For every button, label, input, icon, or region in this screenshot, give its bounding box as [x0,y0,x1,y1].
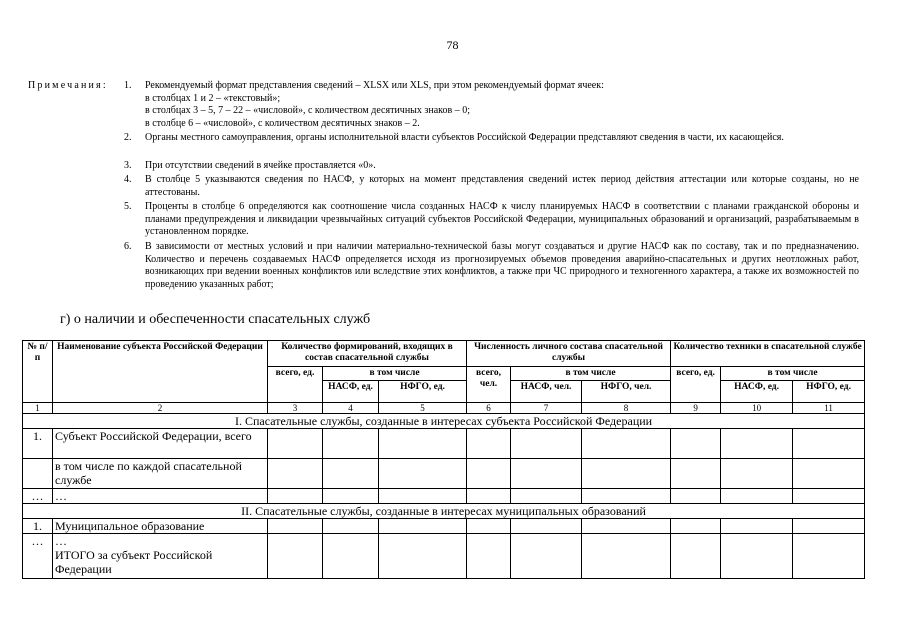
header-name: Наименование субъекта Российской Федерации [53,341,268,403]
column-number: 5 [379,403,467,414]
header-including: в том числе [721,367,865,381]
rescue-services-table [22,340,865,579]
note-item [124,80,859,130]
row-name-total: ИТОГО за субъект Российской Федерации [55,548,213,576]
table-row [23,534,865,579]
header-formations-group: Количество формирований, входящих в состав спасательной службы [268,341,467,367]
note-text: Органы местного самоуправления, органы исполнительной власти субъектов Российской Федерации представляют сведения в части, их касающейся. [145,132,784,143]
header-including: в том числе [511,367,671,381]
note-number: 3. [124,160,132,171]
note-line: Рекомендуемый формат представления сведений – XLSX или XLS, при этом рекомендуемый формат ячеек: [145,80,604,91]
note-line: в столбцах 3 – 5, 7 – 22 – «числовой», с количеством десятичных знаков – 0; [145,105,470,116]
header-nasf-equipment: НАСФ, ед. [721,381,793,403]
note-number: 1. [124,80,132,91]
column-number: 7 [511,403,582,414]
page-number: 78 [446,38,459,52]
header-total-persons: всего, чел. [467,367,511,403]
header-total-units: всего, ед. [268,367,323,403]
row-name-ellipsis: … [55,534,67,548]
row-number: 1. [23,519,53,534]
note-text: Проценты в столбце 6 определяются как соотношение числа созданных НАСФ к числу планируемых НАСФ в соответствии с планами гражданской обороны и планами предупреждения и ликвидации чрезвычайных ситуаций субъектов Российской Федерации, муниципальных образований и организаций, разрабатываемым в установленном порядке. [145,201,859,237]
column-number: 10 [721,403,793,414]
note-item [124,201,859,239]
note-text: При отсутствии сведений в ячейке проставляется «0». [145,160,376,171]
note-line: в столбце 6 – «числовой», с количеством десятичных знаков – 2. [145,117,420,129]
table-row [23,459,865,489]
note-number: 2. [124,132,132,143]
row-name: … [53,489,268,504]
header-equipment-group: Количество техники в спасательной службе [671,341,865,367]
section-2-title: II. Спасательные службы, созданные в интересах муниципальных образований [23,504,865,519]
column-number: 3 [268,403,323,414]
note-item [124,241,859,291]
note-number: 4. [124,174,132,185]
note-number: 6. [124,241,132,252]
row-name: Муниципальное образование [53,519,268,534]
section-1-title: I. Спасательные службы, созданные в интересах субъекта Российской Федерации [23,414,865,429]
column-number: 1 [23,403,53,414]
row-number: … [23,489,53,504]
notes-label: Примечания: [28,80,108,91]
column-number: 8 [582,403,671,414]
note-item [124,174,859,199]
header-number: № п/п [23,341,53,403]
note-item [124,132,859,145]
column-number: 4 [323,403,379,414]
header-including: в том числе [323,367,467,381]
header-nasf-units: НАСФ, ед. [323,381,379,403]
row-name [53,534,268,579]
column-number: 6 [467,403,511,414]
note-text: В зависимости от местных условий и при наличии материально-технической базы могут создаваться и другие НАСФ как по составу, так и по предназначению. Количество и перечень создаваемых НАСФ определяется исходя из прогнозируемых объемов проведения аварийно-спасательных и других неотложных работ, возникающих при ведении военных конфликтов или вследствие этих конфликтов, а также при ЧС природного и техногенного характера, а также их возможностей по проведению указанных работ; [145,241,859,290]
table-row [23,489,865,504]
note-text: В столбце 5 указываются сведения по НАСФ, у которых на момент представления сведений истек период действия аттестации или которые созданы, но не аттестованы. [145,174,859,198]
row-number: 1. [23,429,53,459]
section-heading: г) о наличии и обеспеченности спасательных служб [60,312,371,327]
header-nfgo-persons: НФГО, чел. [582,381,671,403]
header-nfgo-equipment: НФГО, ед. [793,381,865,403]
header-nasf-persons: НАСФ, чел. [511,381,582,403]
header-total-equipment: всего, ед. [671,367,721,403]
row-name: в том числе по каждой спасательной службе [53,459,268,489]
table-row [23,429,865,459]
table-row [23,519,865,534]
note-line: в столбцах 1 и 2 – «текстовый»; [145,92,281,104]
header-personnel-group: Численность личного состава спасательной службы [467,341,671,367]
column-number: 9 [671,403,721,414]
column-number: 11 [793,403,865,414]
row-name: Субъект Российской Федерации, всего [53,429,268,459]
column-number: 2 [53,403,268,414]
note-item [124,160,859,173]
header-nfgo-units: НФГО, ед. [379,381,467,403]
row-number: … [23,534,53,579]
note-number: 5. [124,201,132,212]
